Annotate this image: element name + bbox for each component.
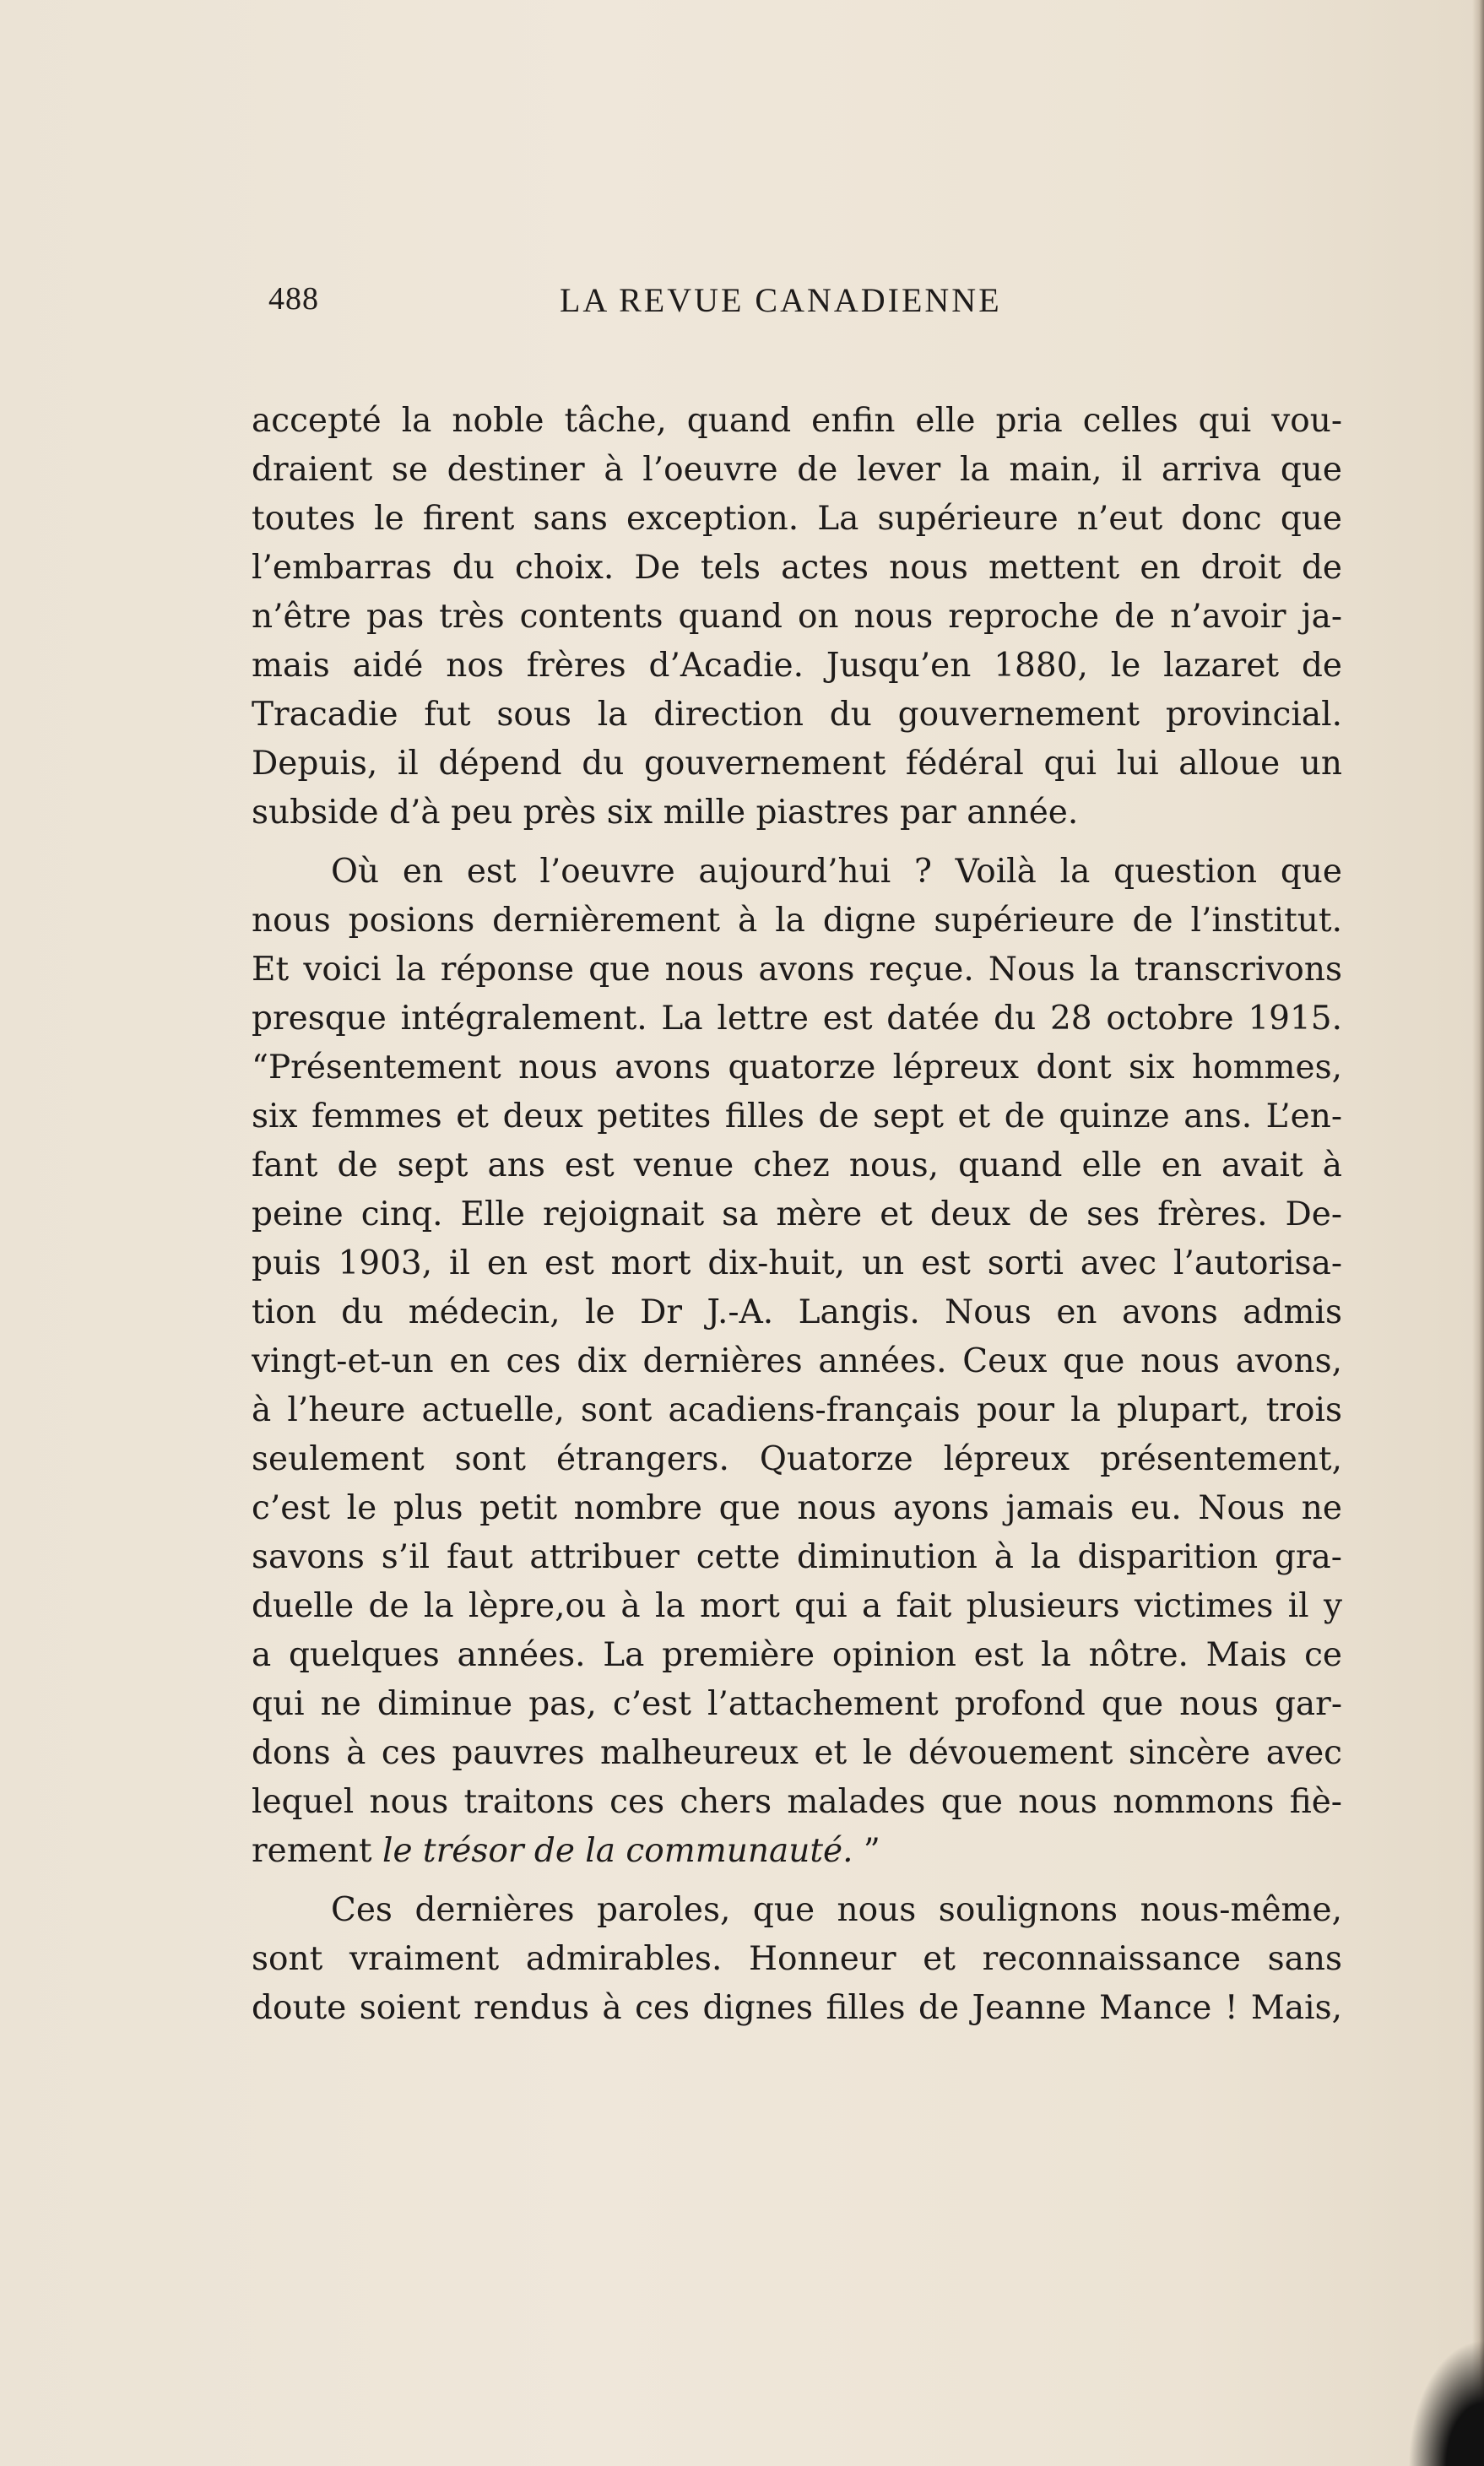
- text-line: lequel nous traitons ces chers malades que nous nommons fiè-: [252, 1783, 1342, 1821]
- text-line: subside d’à peu près six mille piastres par année.: [252, 794, 1079, 832]
- text-line: accepté la noble tâche, quand enfin elle pria celles qui vou-: [252, 402, 1342, 440]
- running-header: [268, 280, 1339, 322]
- emphasized-phrase: le trésor de la communauté.: [382, 1832, 853, 1870]
- corner-shadow: [1408, 2339, 1484, 2466]
- text-line: sont vraiment admirables. Honneur et reconnaissance sans: [252, 1940, 1342, 1978]
- text-line: mais aidé nos frères d’Acadie. Jusqu’en 1880, le lazaret de: [252, 647, 1342, 685]
- text-line: l’embarras du choix. De tels actes nous mettent en droit de: [252, 549, 1342, 587]
- text-line: puis 1903, il en est mort dix-huit, un est sorti avec l’autorisa-: [252, 1244, 1342, 1282]
- text-line: Ces dernières paroles, que nous soulignons nous-même,: [331, 1891, 1342, 1929]
- paragraph-3: [252, 1886, 1342, 2033]
- running-title: LA REVUE CANADIENNE: [560, 281, 1002, 319]
- text-line: qui ne diminue pas, c’est l’attachement profond que nous gar-: [252, 1685, 1342, 1723]
- text-line: Et voici la réponse que nous avons reçue. Nous la transcrivons: [252, 951, 1342, 989]
- text-line: peine cinq. Elle rejoignait sa mère et deux de ses frères. De-: [252, 1195, 1342, 1233]
- text-line: à l’heure actuelle, sont acadiens-français pour la plupart, trois: [252, 1391, 1342, 1429]
- text-line: vingt-et-un en ces dix dernières années. Ceux que nous avons,: [252, 1342, 1342, 1380]
- text-line: draient se destiner à l’oeuvre de lever la main, il arriva que: [252, 451, 1342, 489]
- text-line: presque intégralement. La lettre est datée du 28 octobre 1915.: [252, 1000, 1342, 1038]
- text-line: nous posions dernièrement à la digne supérieure de l’institut.: [252, 902, 1342, 940]
- text-line: “Présentement nous avons quatorze lépreux dont six hommes,: [252, 1049, 1342, 1087]
- text-line: tion du médecin, le Dr J.-A. Langis. Nous en avons admis: [252, 1293, 1342, 1331]
- text-line: doute soient rendus à ces dignes filles de Jeanne Mance ! Mais,: [252, 1989, 1342, 2027]
- text-line: seulement sont étrangers. Quatorze lépreux présentement,: [252, 1440, 1342, 1478]
- text-line: Depuis, il dépend du gouvernement fédéral qui lui alloue un: [252, 745, 1342, 783]
- text-line: fant de sept ans est venue chez nous, quand elle en avait à: [252, 1146, 1342, 1184]
- text-line: n’être pas très contents quand on nous reproche de n’avoir ja-: [252, 598, 1342, 636]
- text-line: toutes le firent sans exception. La supérieure n’eut donc que: [252, 500, 1342, 538]
- text-line-with-emphasis: [252, 1827, 1342, 1876]
- page-edge-shadow: [1472, 0, 1484, 2466]
- paragraph-1: [252, 397, 1342, 837]
- text-line: duelle de la lèpre,ou à la mort qui a fait plusieurs victimes il y: [252, 1587, 1342, 1625]
- text-run: rement: [252, 1832, 382, 1870]
- text-line: dons à ces pauvres malheureux et le dévouement sincère avec: [252, 1734, 1342, 1772]
- page-number: 488: [268, 281, 319, 317]
- text-run: ”: [853, 1832, 880, 1870]
- text-line: Tracadie fut sous la direction du gouvernement provincial.: [252, 696, 1342, 734]
- text-line: c’est le plus petit nombre que nous ayons jamais eu. Nous ne: [252, 1489, 1342, 1527]
- paragraph-2: [252, 848, 1342, 1876]
- text-line: Où en est l’oeuvre aujourd’hui ? Voilà la question que: [331, 853, 1342, 891]
- body-text: [252, 397, 1342, 2033]
- text-line: a quelques années. La première opinion est la nôtre. Mais ce: [252, 1636, 1342, 1674]
- text-line: six femmes et deux petites filles de sept et de quinze ans. L’en-: [252, 1098, 1342, 1135]
- text-line: savons s’il faut attribuer cette diminution à la disparition gra-: [252, 1538, 1342, 1576]
